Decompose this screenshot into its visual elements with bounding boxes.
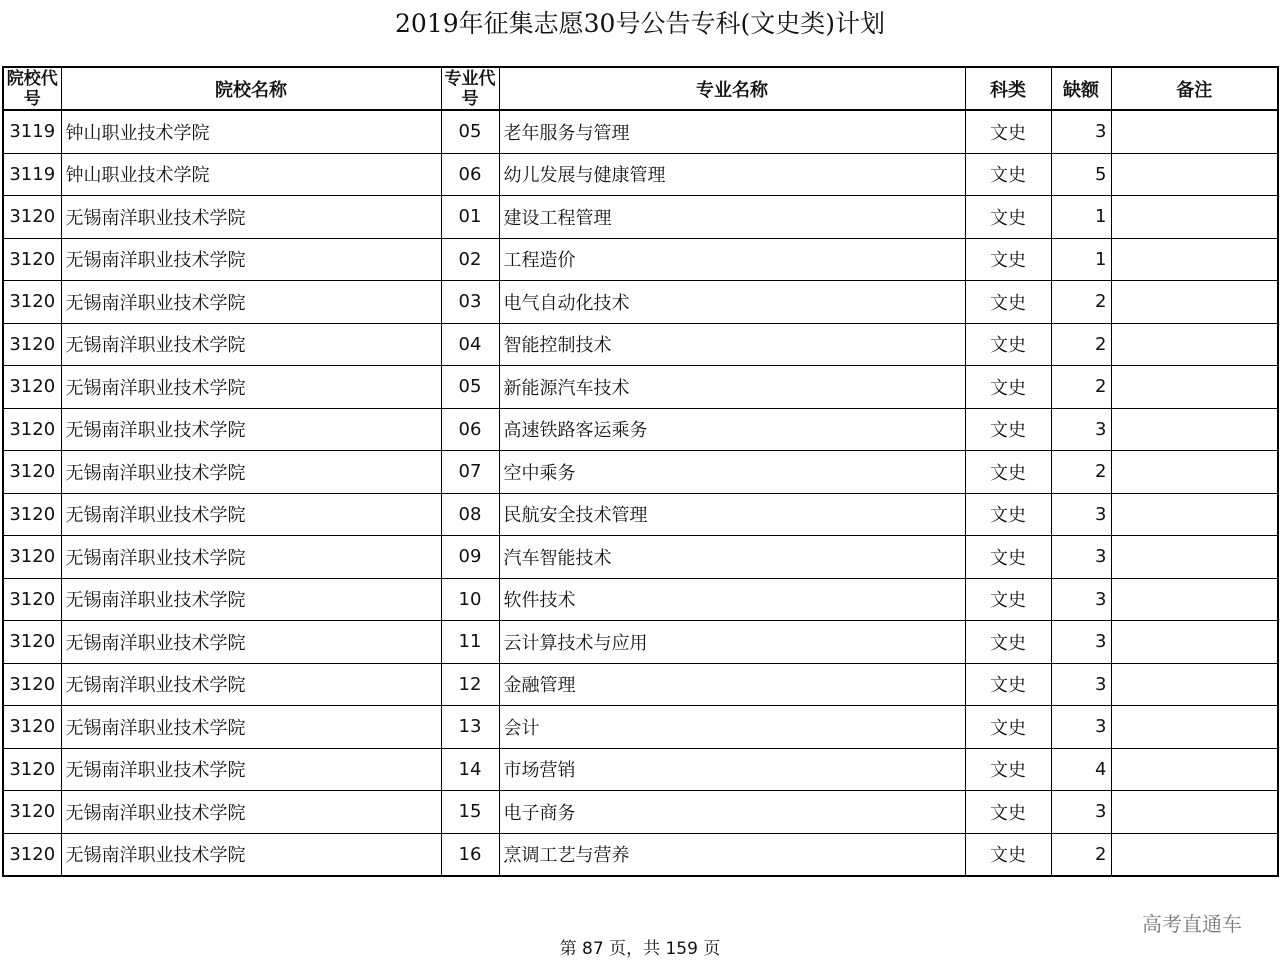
cell-note — [1111, 578, 1278, 621]
cell-major-code: 02 — [441, 238, 499, 281]
cell-note — [1111, 238, 1278, 281]
cell-major-code: 05 — [441, 366, 499, 409]
cell-major-code: 04 — [441, 323, 499, 366]
cell-school-name: 无锡南洋职业技术学院 — [61, 366, 441, 409]
cell-quota: 3 — [1051, 408, 1111, 451]
page-footer: 第 87 页，共 159 页 — [559, 939, 721, 959]
cell-note — [1111, 408, 1278, 451]
cell-school-code: 3120 — [3, 791, 61, 834]
cell-major-name: 民航安全技术管理 — [499, 493, 965, 536]
header-school-name: 院校名称 — [61, 67, 441, 110]
cell-quota: 2 — [1051, 833, 1111, 876]
cell-major-name: 汽车智能技术 — [499, 536, 965, 579]
cell-quota: 3 — [1051, 621, 1111, 664]
header-category: 科类 — [965, 67, 1051, 110]
table-row — [3, 578, 1278, 621]
cell-major-name: 空中乘务 — [499, 451, 965, 494]
cell-major-name: 电子商务 — [499, 791, 965, 834]
cell-school-name: 无锡南洋职业技术学院 — [61, 706, 441, 749]
cell-category: 文史 — [965, 451, 1051, 494]
cell-category: 文史 — [965, 366, 1051, 409]
cell-note — [1111, 281, 1278, 324]
table-row — [3, 281, 1278, 324]
cell-school-name: 无锡南洋职业技术学院 — [61, 493, 441, 536]
table-row — [3, 408, 1278, 451]
cell-school-name: 无锡南洋职业技术学院 — [61, 451, 441, 494]
cell-note — [1111, 366, 1278, 409]
table-row — [3, 366, 1278, 409]
cell-school-name: 无锡南洋职业技术学院 — [61, 408, 441, 451]
table-row — [3, 451, 1278, 494]
table-row — [3, 238, 1278, 281]
cell-note — [1111, 663, 1278, 706]
cell-school-code: 3120 — [3, 536, 61, 579]
cell-school-code: 3120 — [3, 833, 61, 876]
cell-note — [1111, 196, 1278, 239]
cell-note — [1111, 493, 1278, 536]
cell-quota: 2 — [1051, 281, 1111, 324]
cell-major-code: 05 — [441, 110, 499, 153]
table-row — [3, 706, 1278, 749]
cell-major-name: 电气自动化技术 — [499, 281, 965, 324]
cell-note — [1111, 451, 1278, 494]
cell-school-code: 3119 — [3, 153, 61, 196]
cell-category: 文史 — [965, 663, 1051, 706]
cell-school-name: 钟山职业技术学院 — [61, 153, 441, 196]
cell-school-code: 3120 — [3, 493, 61, 536]
cell-quota: 3 — [1051, 706, 1111, 749]
cell-major-name: 软件技术 — [499, 578, 965, 621]
cell-quota: 4 — [1051, 748, 1111, 791]
cell-category: 文史 — [965, 408, 1051, 451]
table-row — [3, 536, 1278, 579]
table-row — [3, 196, 1278, 239]
cell-major-code: 15 — [441, 791, 499, 834]
cell-school-name: 无锡南洋职业技术学院 — [61, 833, 441, 876]
table-row — [3, 493, 1278, 536]
cell-note — [1111, 110, 1278, 153]
cell-category: 文史 — [965, 493, 1051, 536]
cell-school-code: 3120 — [3, 621, 61, 664]
cell-quota: 2 — [1051, 366, 1111, 409]
cell-category: 文史 — [965, 281, 1051, 324]
cell-category: 文史 — [965, 833, 1051, 876]
cell-major-name: 会计 — [499, 706, 965, 749]
table-body — [3, 110, 1278, 876]
cell-quota: 1 — [1051, 196, 1111, 239]
cell-major-code: 06 — [441, 153, 499, 196]
cell-school-name: 无锡南洋职业技术学院 — [61, 791, 441, 834]
cell-quota: 3 — [1051, 791, 1111, 834]
cell-major-code: 13 — [441, 706, 499, 749]
cell-note — [1111, 791, 1278, 834]
cell-major-name: 市场营销 — [499, 748, 965, 791]
cell-note — [1111, 323, 1278, 366]
cell-school-name: 无锡南洋职业技术学院 — [61, 663, 441, 706]
cell-major-name: 老年服务与管理 — [499, 110, 965, 153]
watermark-text: 高考直通车 — [1142, 912, 1242, 936]
cell-school-name: 无锡南洋职业技术学院 — [61, 748, 441, 791]
cell-category: 文史 — [965, 238, 1051, 281]
cell-major-code: 09 — [441, 536, 499, 579]
cell-major-name: 高速铁路客运乘务 — [499, 408, 965, 451]
cell-school-name: 无锡南洋职业技术学院 — [61, 323, 441, 366]
plan-table — [2, 66, 1279, 877]
cell-major-code: 11 — [441, 621, 499, 664]
cell-quota: 3 — [1051, 493, 1111, 536]
cell-quota: 3 — [1051, 110, 1111, 153]
cell-quota: 2 — [1051, 323, 1111, 366]
cell-major-name: 云计算技术与应用 — [499, 621, 965, 664]
cell-quota: 3 — [1051, 536, 1111, 579]
header-major-code: 专业代号 — [441, 67, 499, 110]
cell-school-name: 钟山职业技术学院 — [61, 110, 441, 153]
cell-major-code: 07 — [441, 451, 499, 494]
cell-major-name: 烹调工艺与营养 — [499, 833, 965, 876]
cell-school-name: 无锡南洋职业技术学院 — [61, 238, 441, 281]
cell-school-code: 3120 — [3, 408, 61, 451]
cell-school-code: 3120 — [3, 281, 61, 324]
table-row — [3, 833, 1278, 876]
cell-major-name: 新能源汽车技术 — [499, 366, 965, 409]
cell-major-code: 03 — [441, 281, 499, 324]
cell-note — [1111, 706, 1278, 749]
cell-category: 文史 — [965, 196, 1051, 239]
cell-note — [1111, 748, 1278, 791]
cell-major-code: 10 — [441, 578, 499, 621]
cell-major-name: 建设工程管理 — [499, 196, 965, 239]
cell-major-name: 金融管理 — [499, 663, 965, 706]
header-note: 备注 — [1111, 67, 1278, 110]
cell-category: 文史 — [965, 153, 1051, 196]
cell-category: 文史 — [965, 536, 1051, 579]
cell-quota: 3 — [1051, 663, 1111, 706]
cell-school-code: 3120 — [3, 451, 61, 494]
cell-quota: 1 — [1051, 238, 1111, 281]
cell-note — [1111, 621, 1278, 664]
cell-school-name: 无锡南洋职业技术学院 — [61, 621, 441, 664]
cell-major-code: 01 — [441, 196, 499, 239]
cell-category: 文史 — [965, 621, 1051, 664]
cell-major-code: 12 — [441, 663, 499, 706]
cell-school-code: 3120 — [3, 748, 61, 791]
cell-school-code: 3120 — [3, 578, 61, 621]
cell-major-code: 08 — [441, 493, 499, 536]
table-row — [3, 323, 1278, 366]
cell-school-code: 3119 — [3, 110, 61, 153]
cell-major-code: 06 — [441, 408, 499, 451]
cell-school-code: 3120 — [3, 366, 61, 409]
header-major-name: 专业名称 — [499, 67, 965, 110]
header-school-code: 院校代号 — [3, 67, 61, 110]
cell-school-code: 3120 — [3, 663, 61, 706]
cell-category: 文史 — [965, 323, 1051, 366]
cell-school-code: 3120 — [3, 196, 61, 239]
page-title: 2019年征集志愿30号公告专科(文史类)计划 — [395, 9, 885, 38]
table-row — [3, 153, 1278, 196]
cell-major-code: 16 — [441, 833, 499, 876]
cell-school-name: 无锡南洋职业技术学院 — [61, 578, 441, 621]
cell-category: 文史 — [965, 791, 1051, 834]
cell-note — [1111, 536, 1278, 579]
table-header — [3, 67, 1278, 110]
table-row — [3, 663, 1278, 706]
cell-school-code: 3120 — [3, 238, 61, 281]
cell-category: 文史 — [965, 578, 1051, 621]
cell-school-name: 无锡南洋职业技术学院 — [61, 536, 441, 579]
cell-school-code: 3120 — [3, 706, 61, 749]
cell-category: 文史 — [965, 748, 1051, 791]
cell-school-name: 无锡南洋职业技术学院 — [61, 281, 441, 324]
cell-major-code: 14 — [441, 748, 499, 791]
table-row — [3, 621, 1278, 664]
cell-note — [1111, 833, 1278, 876]
cell-school-name: 无锡南洋职业技术学院 — [61, 196, 441, 239]
cell-quota: 3 — [1051, 578, 1111, 621]
cell-note — [1111, 153, 1278, 196]
cell-quota: 2 — [1051, 451, 1111, 494]
table-row — [3, 791, 1278, 834]
cell-major-name: 工程造价 — [499, 238, 965, 281]
table-row — [3, 110, 1278, 153]
cell-category: 文史 — [965, 110, 1051, 153]
cell-category: 文史 — [965, 706, 1051, 749]
header-quota: 缺额 — [1051, 67, 1111, 110]
cell-quota: 5 — [1051, 153, 1111, 196]
cell-school-code: 3120 — [3, 323, 61, 366]
cell-major-name: 智能控制技术 — [499, 323, 965, 366]
table-row — [3, 748, 1278, 791]
cell-major-name: 幼儿发展与健康管理 — [499, 153, 965, 196]
